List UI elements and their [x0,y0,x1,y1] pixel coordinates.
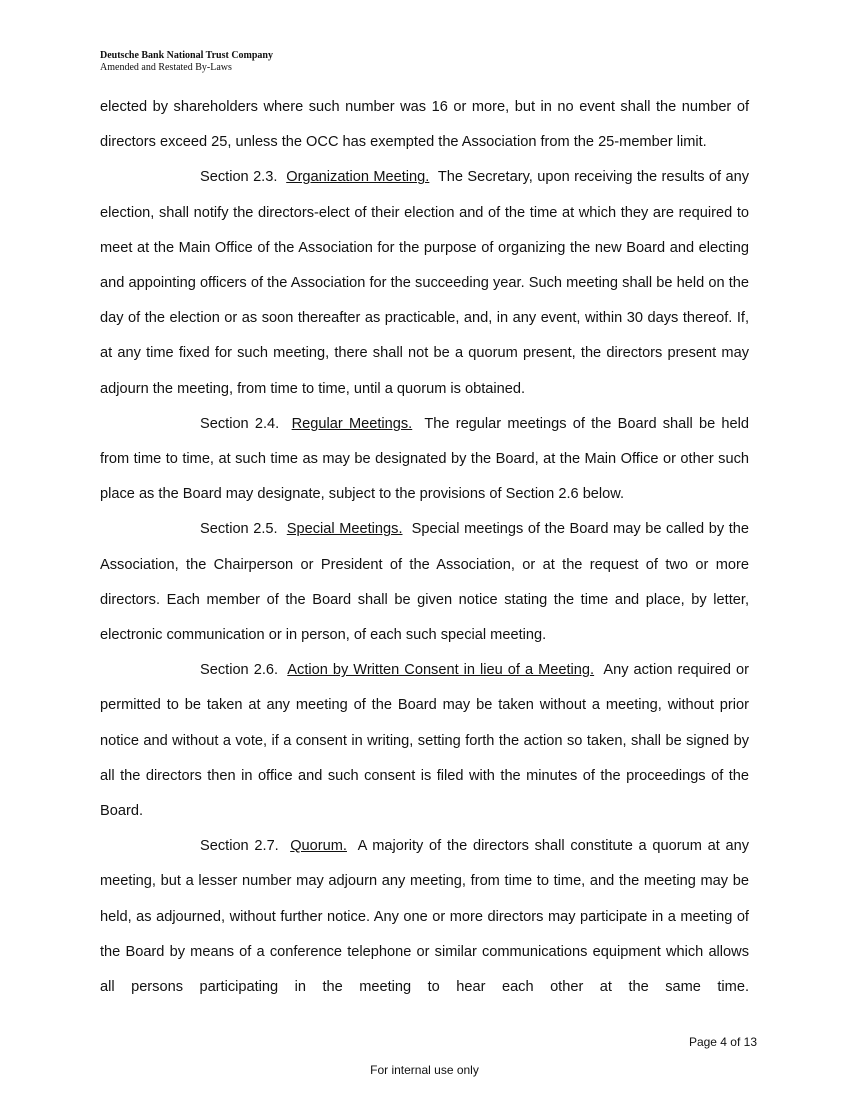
document-body [100,90,749,1005]
section-heading: Quorum. [290,838,347,855]
section-text: The regular meetings of the Board shall be held from time to time, at such time as may be designated by the Board, at the Main Office or other such place as the Board may designate, subject to the provisions of Section 2.6 below. [100,415,749,503]
section-text: Special meetings of the Board may be called by the Association, the Chairperson or President of the Association, or at the request of two or more directors. Each member of the Board shall be given notice stating the time and place, by letter, electronic communication or in person, of each such special meeting. [100,521,750,644]
document-subtitle: Amended and Restated By-Laws [100,62,232,73]
section-text: The Secretary, upon receiving the results of any election, shall notify the directors-elect of their election and of the time at which they are required to meet at the Main Office of the Association for the purpose of organizing the new Board and electing and appointing officers of the Association for the succeeding year. Such meeting shall be held on the day of the election or as soon thereafter as practicable, and, in any event, within 30 days thereof. If, at any time fixed for such meeting, there shall not be a quorum present, the directors present may adjourn the meeting, from time to time, until a quorum is obtained. [100,169,750,397]
section-number: Section 2.7. [200,838,279,855]
section-text: Any action required or permitted to be taken at any meeting of the Board may be taken without a meeting, without prior notice and without a vote, if a consent in writing, setting forth the action so taken, shall be signed by all the directors then in office and such consent is filed with the minutes of the proceedings of the Board. [100,662,750,820]
section-2-3 [100,160,749,406]
section-number: Section 2.6. [200,662,279,679]
section-2-7 [100,829,749,1005]
section-number: Section 2.4. [200,415,280,432]
page-number: Page 4 of 13 [688,1035,757,1049]
continuation-paragraph: elected by shareholders where such number was 16 or more, but in no event shall the number of directors exceed 25, unless the OCC has exempted the Association from the 25-member limit. [100,99,749,151]
section-heading: Regular Meetings. [291,415,413,432]
section-heading: Action by Written Consent in lieu of a Meeting. [287,662,595,679]
section-2-6 [100,653,749,829]
section-heading: Organization Meeting. [286,169,430,186]
section-text: A majority of the directors shall constitute a quorum at any meeting, but a lesser number may adjourn any meeting, from time to time, and the meeting may be held, as adjourned, without further notice. Any one or more directors may participate in a meeting of the Board by means of a conference telephone or similar communications equipment which allows all persons participating in the meeting to hear each other at the same time. [100,838,750,996]
company-name: Deutsche Bank National Trust Company [100,50,273,61]
footer-label: For internal use only [370,1063,479,1077]
section-heading: Special Meetings. [286,521,403,538]
section-number: Section 2.5. [200,521,278,538]
section-2-4 [100,407,749,513]
document-header [100,50,273,74]
section-number: Section 2.3. [200,169,278,186]
section-2-5 [100,512,749,653]
